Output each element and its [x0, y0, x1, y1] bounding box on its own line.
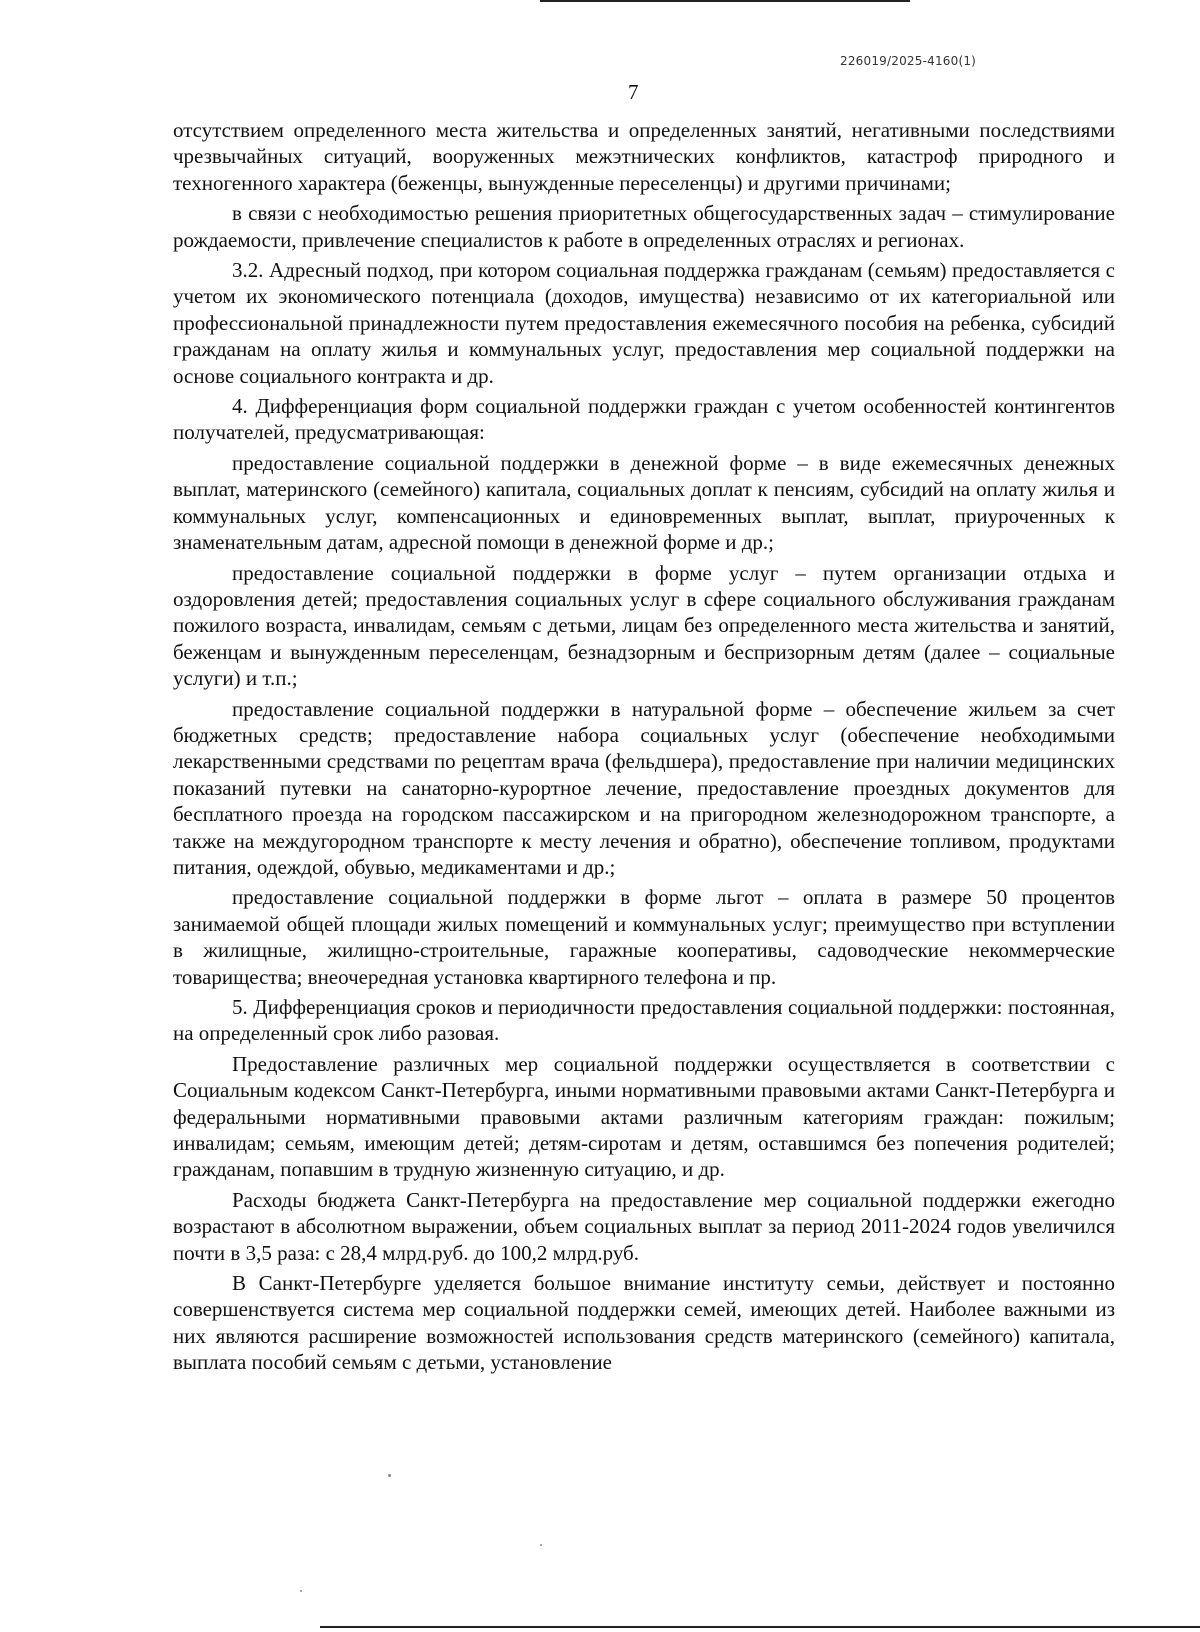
top-scan-edge-line — [540, 0, 910, 5]
document-body — [173, 117, 1115, 1376]
bottom-scan-edge-line — [320, 1626, 1200, 1628]
paragraph: в связи с необходимостью решения приоритетных общегосударственных задач – стимулирование рождаемости, привлечение специалистов к работе в определенных отраслях и регионах. — [173, 201, 1115, 252]
scan-speck — [388, 1474, 391, 1477]
paragraph: предоставление социальной поддержки в натуральной форме – обеспечение жильем за счет бюджетных средств; предоставление набора социальных услуг (обеспечение необходимыми лекарственными средствами по рецептам врача (фельдшера), предоставление при наличии медицинских показаний путевки на санаторно-курортное лечение, предоставление проездных документов для бесплатного проезда на городском пассажирском и на пригородном железнодорожном транспорте, а также на междугородном транспорте к месту лечения и обратно), обеспечение топливом, продуктами питания, одеждой, обувью, медикаментами и др.; — [173, 696, 1115, 879]
scan-speck — [300, 1590, 302, 1592]
page-number: 7 — [628, 80, 639, 104]
paragraph: 5. Дифференциация сроков и периодичности предоставления социальной поддержки: постоянная, на определенный срок либо разовая. — [173, 995, 1115, 1046]
paragraph: предоставление социальной поддержки в форме льгот – оплата в размере 50 процентов занимаемой общей площади жилых помещений и коммунальных услуг; преимущество при вступлении в жилищные, жилищно-строительные, гаражные кооперативы, садоводческие некоммерческие товарищества; внеочередная установка квартирного телефона и пр. — [173, 885, 1115, 989]
document-id: 226019/2025-4160(1) — [840, 54, 977, 68]
paragraph: В Санкт-Петербурге уделяется большое внимание институту семьи, действует и постоянно совершенствуется система мер социальной поддержки семей, имеющих детей. Наиболее важными из них являются расширение возможностей использования средств материнского (семейного) капитала, выплата пособий семьям с детьми, установление — [173, 1271, 1115, 1375]
paragraph: Расходы бюджета Санкт-Петербурга на предоставление мер социальной поддержки ежегодно возрастают в абсолютном выражении, объем социальных выплат за период 2011-2024 годов увеличился почти в 3,5 раза: с 28,4 млрд.руб. до 100,2 млрд.руб. — [173, 1187, 1115, 1265]
paragraph: предоставление социальной поддержки в форме услуг – путем организации отдыха и оздоровления детей; предоставления социальных услуг в сфере социального обслуживания гражданам пожилого возраста, инвалидам, семьям с детьми, лицам без определенного места жительства и занятий, беженцам и вынужденным переселенцам, безнадзорным и беспризорным детям (далее – социальные услуги) и т.п.; — [173, 560, 1115, 691]
paragraph: 4. Дифференциация форм социальной поддержки граждан с учетом особенностей контингентов получателей, предусматривающая: — [173, 394, 1115, 445]
paragraph: предоставление социальной поддержки в денежной форме – в виде ежемесячных денежных выплат, материнского (семейного) капитала, социальных доплат к пенсиям, субсидий на оплату жилья и коммунальных услуг, компенсационных и единовременных выплат, выплат, приуроченных к знаменательным датам, адресной помощи в денежной форме и др.; — [173, 450, 1115, 555]
paragraph: отсутствием определенного места жительства и определенных занятий, негативными последствиями чрезвычайных ситуаций, вооруженных межэтнических конфликтов, катастроф природного и техногенного характера (беженцы, вынужденные переселенцы) и другими причинами; — [173, 118, 1115, 195]
paragraph: Предоставление различных мер социальной поддержки осуществляется в соответствии с Социальным кодексом Санкт-Петербурга, иными нормативными правовыми актами Санкт-Петербурга и федеральными нормативными правовыми актами различным категориям граждан: пожилым; инвалидам; семьям, имеющим детей; детям-сиротам и детям, оставшимся без попечения родителей; гражданам, попавшим в трудную жизненную ситуацию, и др. — [173, 1051, 1115, 1182]
scan-speck — [540, 1544, 542, 1546]
paragraph: 3.2. Адресный подход, при котором социальная поддержка гражданам (семьям) предоставляется с учетом их экономического потенциала (доходов, имущества) независимо от их категориальной или профессиональной принадлежности путем предоставления ежемесячного пособия на ребенка, субсидий гражданам на оплату жилья и коммунальных услуг, предоставления мер социальной поддержки на основе социального контракта и др. — [173, 258, 1115, 388]
